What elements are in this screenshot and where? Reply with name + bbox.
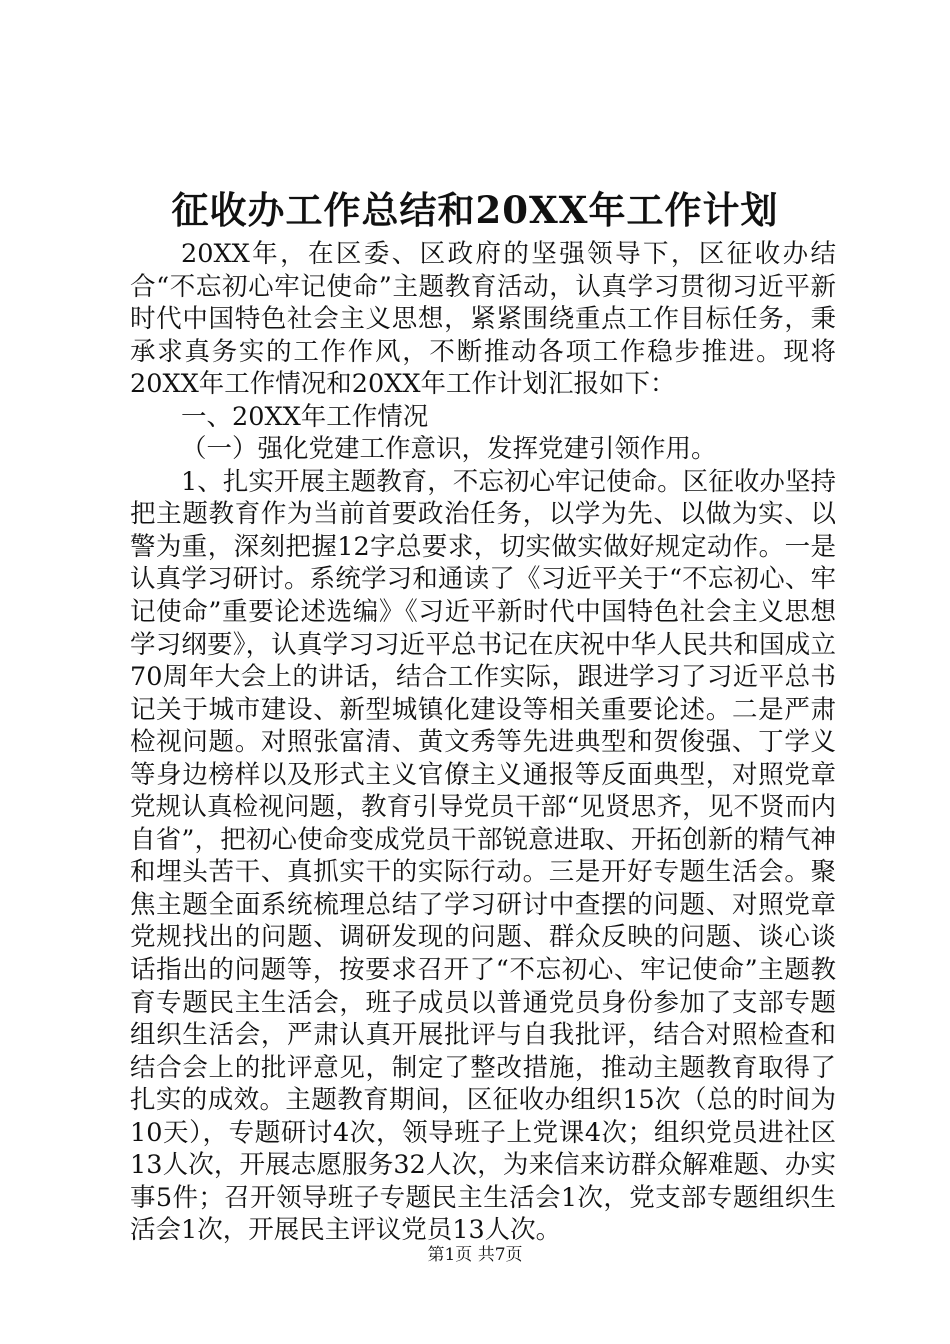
body-paragraph: 1、扎实开展主题教育，不忘初心牢记使命。区征收办坚持把主题教育作为当前首要政治任务，以学为先、以做为实、以警为重，深刻把握12字总要求，切实做实做好规定动作。一是认真学习研讨。系统学习和通读了《习近平关于“不忘初心、牢记使命”重要论述选编》《习近平新时代中国特色社会主义思想学习纲要》，认真学习习近平总书记在庆祝中华人民共和国成立70周年大会上的讲话，结合工作实际，跟进学习了习近平总书记关于城市建设、新型城镇化建设等相关重要论述。二是严肃检视问题。对照张富清、黄文秀等先进典型和贺俊强、丁学义等身边榜样以及形式主义官僚主义通报等反面典型，对照党章党规认真检视问题，教育引导党员干部“见贤思齐，见不贤而内自省”，把初心使命变成党员干部锐意进取、开拓创新的精气神和埋头苦干、真抓实干的实际行动。三是开好专题生活会。聚焦主题全面系统梳理总结了学习研讨中查摆的问题、对照党章党规找出的问题、调研发现的问题、群众反映的问题、谈心谈话指出的问题等，按要求召开了“不忘初心、牢记使命”主题教育专题民主生活会，班子成员以普通党员身份参加了支部专题组织生活会，严肃认真开展批评与自我批评，结合对照检查和结合会上的批评意见，制定了整改措施，推动主题教育取得了扎实的成效。主题教育期间，区征收办组织15次（总的时间为10天），专题研讨4次，领导班子上党课4次；组织党员进社区13人次，开展志愿服务32人次，为来信来访群众解难题、办实事5件；召开领导班子专题民主生活会1次，党支部专题组织生活会1次，开展民主评议党员13人次。 [130, 466, 836, 1246]
page-number-footer: 第1页 共7页 [427, 1245, 523, 1265]
intro-paragraph: 20XX年，在区委、区政府的坚强领导下，区征收办结合“不忘初心牢记使命”主题教育活动，认真学习贯彻习近平新时代中国特色社会主义思想，紧紧围绕重点工作目标任务，秉承求真务实的工作作风，不断推动各项工作稳步推进。现将20XX年工作情况和20XX年工作计划汇报如下： [130, 239, 836, 400]
document-title: 征收办工作总结和20XX年工作计划 [171, 188, 779, 232]
section-heading: 一、20XX年工作情况 [181, 401, 429, 432]
document-body [130, 238, 836, 1247]
subsection-heading: （一）强化党建工作意识，发挥党建引领作用。 [181, 434, 717, 465]
